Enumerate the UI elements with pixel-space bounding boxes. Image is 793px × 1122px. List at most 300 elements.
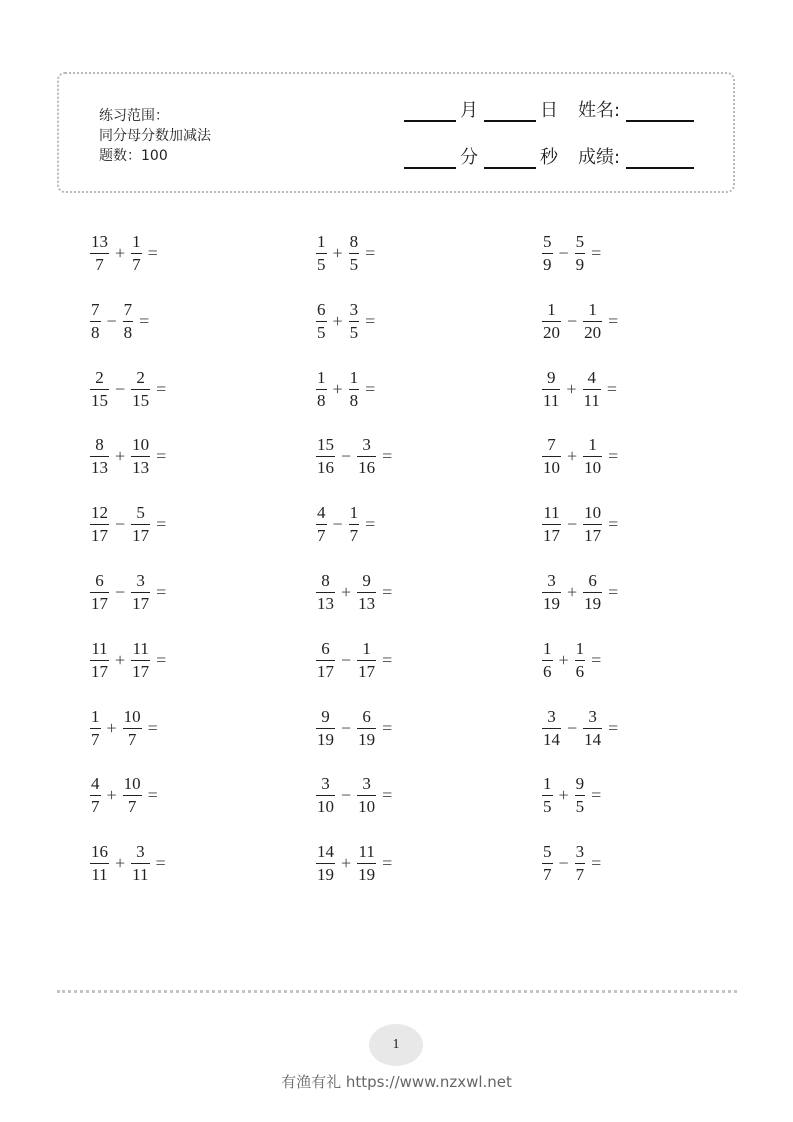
fraction-bar — [542, 660, 553, 661]
equals-sign: = — [382, 785, 393, 805]
equals-sign: = — [608, 311, 619, 331]
numerator: 7 — [123, 300, 133, 319]
equals-sign: = — [147, 785, 158, 805]
operator: + — [558, 650, 569, 670]
fraction-bar — [542, 592, 561, 593]
denominator: 5 — [317, 323, 326, 342]
equals-sign: = — [365, 243, 376, 263]
denominator: 5 — [543, 797, 552, 816]
fraction-bar — [90, 389, 109, 390]
denominator: 19 — [358, 865, 376, 884]
operator: − — [558, 243, 569, 263]
numerator: 7 — [91, 300, 100, 319]
denominator: 13 — [317, 594, 334, 613]
fraction-a — [314, 842, 337, 885]
equals-sign: = — [608, 446, 619, 466]
denominator: 19 — [317, 730, 334, 749]
equals-sign: = — [382, 853, 393, 873]
numerator: 3 — [588, 707, 597, 726]
problem-item — [314, 435, 392, 478]
equals-sign: = — [365, 514, 376, 534]
fraction-a — [314, 435, 337, 478]
fraction-a — [88, 639, 111, 682]
fraction-bar — [123, 321, 134, 322]
fraction-b — [129, 639, 152, 682]
fraction-bar — [357, 863, 376, 864]
denominator: 11 — [132, 865, 149, 884]
fraction-bar — [357, 795, 376, 796]
numerator: 10 — [123, 774, 141, 793]
fraction-bar — [123, 728, 142, 729]
denominator: 7 — [95, 255, 104, 274]
equals-sign: = — [608, 718, 619, 738]
fraction-b — [573, 639, 588, 682]
denominator: 13 — [358, 594, 376, 613]
equals-sign: = — [156, 446, 167, 466]
numerator: 1 — [547, 300, 556, 319]
equals-sign: = — [156, 379, 167, 399]
fraction-bar — [542, 863, 553, 864]
fraction-a — [540, 232, 555, 275]
problem-count: 题数：100 — [99, 148, 168, 164]
numerator: 1 — [317, 368, 326, 387]
fraction-bar — [349, 321, 360, 322]
numerator: 1 — [91, 707, 100, 726]
fraction-b — [129, 571, 152, 614]
operator: − — [567, 311, 578, 331]
fraction-b — [355, 571, 378, 614]
fraction-a — [88, 774, 103, 817]
day-blank[interactable] — [484, 102, 536, 122]
numerator: 3 — [547, 571, 556, 590]
numerator: 4 — [91, 774, 100, 793]
problem-item — [314, 639, 392, 682]
equals-sign: = — [155, 853, 166, 873]
numerator: 1 — [349, 368, 359, 387]
numerator: 8 — [95, 435, 104, 454]
fraction-a — [88, 435, 111, 478]
topic-title: 同分母分数加减法 — [99, 128, 211, 144]
fraction-bar — [575, 795, 586, 796]
fraction-bar — [542, 524, 561, 525]
fraction-b — [129, 232, 144, 275]
denominator: 10 — [584, 458, 602, 477]
numerator: 1 — [588, 300, 597, 319]
worksheet-header — [57, 72, 735, 193]
fraction-b — [129, 503, 152, 546]
denominator: 8 — [91, 323, 100, 342]
denominator: 16 — [317, 458, 334, 477]
fraction-a — [314, 707, 337, 750]
problem-item — [314, 368, 375, 411]
problem-item — [540, 368, 617, 411]
numerator: 1 — [317, 232, 326, 251]
fraction-bar — [90, 524, 109, 525]
fraction-bar — [316, 795, 335, 796]
numerator: 1 — [588, 435, 597, 454]
fraction-bar — [575, 863, 586, 864]
numerator: 3 — [349, 300, 359, 319]
equals-sign: = — [382, 582, 393, 602]
operator: − — [115, 582, 126, 602]
numerator: 1 — [575, 639, 585, 658]
fraction-bar — [131, 592, 150, 593]
denominator: 11 — [91, 865, 108, 884]
numerator: 6 — [317, 300, 326, 319]
numerator: 6 — [588, 571, 597, 590]
fraction-a — [540, 503, 563, 546]
fraction-b — [581, 707, 604, 750]
fraction-bar — [131, 253, 142, 254]
fraction-bar — [316, 321, 327, 322]
fraction-b — [121, 707, 144, 750]
range-label: 练习范围： — [99, 108, 169, 124]
problem-row — [88, 571, 708, 623]
fraction-a — [314, 232, 329, 275]
fraction-bar — [131, 524, 150, 525]
name-label: 姓名: — [578, 100, 621, 121]
operator: + — [332, 379, 343, 399]
fraction-bar — [90, 660, 109, 661]
numerator: 9 — [321, 707, 330, 726]
problem-row — [88, 842, 708, 894]
fraction-b — [573, 232, 588, 275]
numerator: 1 — [132, 232, 141, 251]
denominator: 7 — [127, 730, 137, 749]
operator: + — [332, 243, 343, 263]
problem-item — [88, 842, 166, 885]
fraction-bar — [90, 456, 109, 457]
denominator: 5 — [349, 255, 359, 274]
problem-row — [88, 774, 708, 826]
second-blank[interactable] — [484, 149, 536, 169]
numerator: 9 — [575, 774, 585, 793]
problem-item — [540, 232, 601, 275]
denominator: 8 — [123, 323, 133, 342]
denominator: 7 — [543, 865, 552, 884]
equals-sign: = — [608, 582, 619, 602]
fraction-b — [581, 300, 604, 343]
site-footer: 有渔有礼 https://www.nzxwl.net — [281, 1073, 512, 1091]
operator: + — [106, 718, 117, 738]
fraction-a — [314, 503, 329, 546]
numerator: 9 — [362, 571, 371, 590]
fraction-bar — [349, 389, 360, 390]
denominator: 7 — [575, 865, 585, 884]
denominator: 7 — [317, 526, 326, 545]
denominator: 20 — [543, 323, 560, 342]
fraction-b — [581, 571, 604, 614]
operator: − — [567, 718, 578, 738]
fraction-a — [314, 300, 329, 343]
fraction-bar — [90, 321, 101, 322]
operator: − — [341, 446, 352, 466]
denominator: 17 — [91, 526, 108, 545]
fraction-bar — [131, 660, 150, 661]
equals-sign: = — [156, 582, 167, 602]
fraction-a — [540, 571, 563, 614]
denominator: 8 — [317, 391, 326, 410]
fraction-bar — [583, 321, 602, 322]
fraction-b — [573, 842, 588, 885]
fraction-bar — [316, 253, 327, 254]
problem-row — [88, 503, 708, 555]
operator: + — [115, 853, 126, 873]
problem-item — [88, 503, 166, 546]
fraction-bar — [316, 728, 335, 729]
score-blank[interactable] — [626, 149, 694, 169]
fraction-bar — [542, 795, 553, 796]
operator: + — [115, 446, 126, 466]
fraction-bar — [357, 456, 376, 457]
problem-item — [540, 435, 618, 478]
problem-row — [88, 368, 708, 420]
denominator: 6 — [543, 662, 552, 681]
denominator: 17 — [132, 662, 150, 681]
fraction-b — [347, 503, 362, 546]
problem-item — [88, 639, 166, 682]
denominator: 11 — [583, 391, 600, 410]
denominator: 9 — [543, 255, 552, 274]
date-name-row — [404, 100, 698, 122]
problem-item — [314, 842, 392, 885]
fraction-bar — [316, 592, 335, 593]
month-label: 月 — [460, 100, 478, 121]
problem-item — [88, 571, 166, 614]
numerator: 3 — [362, 435, 371, 454]
denominator: 6 — [575, 662, 585, 681]
equals-sign: = — [139, 311, 150, 331]
problem-item — [88, 300, 149, 343]
numerator: 1 — [543, 639, 552, 658]
minute-label: 分 — [460, 147, 478, 168]
fraction-bar — [131, 389, 150, 390]
operator: + — [566, 379, 577, 399]
problem-item — [540, 774, 601, 817]
denominator: 5 — [349, 323, 359, 342]
score-label: 成绩: — [578, 147, 621, 168]
numerator: 6 — [321, 639, 330, 658]
problem-item — [88, 435, 166, 478]
denominator: 17 — [132, 594, 150, 613]
denominator: 17 — [358, 662, 376, 681]
numerator: 14 — [317, 842, 334, 861]
problem-item — [88, 232, 158, 275]
fraction-a — [540, 774, 555, 817]
numerator: 11 — [358, 842, 375, 861]
day-label: 日 — [540, 100, 558, 121]
numerator: 1 — [349, 503, 359, 522]
fraction-bar — [542, 728, 561, 729]
numerator: 5 — [543, 842, 552, 861]
denominator: 17 — [584, 526, 602, 545]
problem-row — [88, 435, 708, 487]
fraction-b — [129, 842, 151, 885]
denominator: 10 — [317, 797, 334, 816]
problem-item — [314, 707, 392, 750]
fraction-b — [581, 503, 604, 546]
equals-sign: = — [591, 243, 602, 263]
denominator: 16 — [358, 458, 376, 477]
denominator: 17 — [317, 662, 334, 681]
numerator: 10 — [584, 503, 602, 522]
problem-item — [314, 774, 392, 817]
fraction-a — [540, 842, 555, 885]
operator: + — [115, 650, 126, 670]
fraction-bar — [316, 863, 335, 864]
numerator: 2 — [95, 368, 104, 387]
denominator: 20 — [584, 323, 602, 342]
fraction-bar — [90, 253, 109, 254]
fraction-bar — [90, 592, 109, 593]
problem-item — [314, 503, 375, 546]
denominator: 7 — [349, 526, 359, 545]
problem-item — [540, 842, 601, 885]
denominator: 7 — [91, 730, 100, 749]
denominator: 5 — [575, 797, 585, 816]
denominator: 14 — [584, 730, 602, 749]
fraction-bar — [357, 592, 376, 593]
fraction-a — [540, 435, 563, 478]
denominator: 15 — [91, 391, 108, 410]
fraction-bar — [131, 456, 150, 457]
numerator: 5 — [575, 232, 585, 251]
fraction-bar — [542, 253, 553, 254]
fraction-bar — [583, 456, 602, 457]
equals-sign: = — [147, 243, 158, 263]
fraction-bar — [575, 253, 586, 254]
fraction-bar — [583, 524, 602, 525]
fraction-bar — [316, 389, 327, 390]
operator: + — [558, 785, 569, 805]
problem-item — [314, 300, 375, 343]
operator: − — [106, 311, 117, 331]
fraction-bar — [316, 660, 335, 661]
numerator: 10 — [123, 707, 141, 726]
numerator: 9 — [546, 368, 556, 387]
denominator: 17 — [91, 662, 108, 681]
problem-row — [88, 707, 708, 759]
numerator: 1 — [543, 774, 552, 793]
fraction-b — [347, 300, 362, 343]
fraction-bar — [90, 728, 101, 729]
fraction-b — [121, 300, 136, 343]
problem-item — [88, 368, 166, 411]
name-blank[interactable] — [626, 102, 694, 122]
numerator: 11 — [543, 503, 560, 522]
operator: − — [341, 785, 352, 805]
numerator: 6 — [362, 707, 371, 726]
operator: − — [558, 853, 569, 873]
fraction-b — [347, 368, 362, 411]
operator: − — [341, 718, 352, 738]
fraction-b — [347, 232, 362, 275]
footer-divider — [57, 990, 737, 993]
operator: + — [332, 311, 343, 331]
fraction-b — [355, 639, 378, 682]
equals-sign: = — [591, 785, 602, 805]
denominator: 17 — [91, 594, 108, 613]
fraction-bar — [316, 456, 335, 457]
problem-item — [540, 571, 618, 614]
fraction-b — [573, 774, 588, 817]
fraction-b — [355, 842, 378, 885]
equals-sign: = — [606, 379, 618, 399]
fraction-b — [581, 368, 603, 411]
fraction-a — [314, 774, 337, 817]
problem-row — [88, 300, 708, 352]
denominator: 17 — [543, 526, 560, 545]
numerator: 4 — [317, 503, 326, 522]
time-score-row — [404, 147, 698, 169]
second-label: 秒 — [540, 147, 558, 168]
problem-item — [540, 300, 618, 343]
numerator: 3 — [575, 842, 585, 861]
equals-sign: = — [365, 311, 376, 331]
operator: + — [341, 582, 352, 602]
equals-sign: = — [591, 853, 602, 873]
numerator: 12 — [91, 503, 108, 522]
fraction-b — [355, 435, 378, 478]
worksheet-info — [99, 106, 211, 166]
fraction-bar — [542, 456, 561, 457]
numerator: 10 — [132, 435, 150, 454]
numerator: 16 — [91, 842, 108, 861]
denominator: 7 — [132, 255, 141, 274]
fraction-bar — [575, 660, 586, 661]
month-blank[interactable] — [404, 102, 456, 122]
fraction-bar — [542, 321, 561, 322]
fraction-bar — [583, 389, 601, 390]
denominator: 19 — [317, 865, 334, 884]
fraction-a — [540, 300, 563, 343]
operator: − — [332, 514, 343, 534]
fraction-b — [355, 707, 378, 750]
numerator: 15 — [317, 435, 334, 454]
denominator: 19 — [358, 730, 376, 749]
numerator: 13 — [91, 232, 108, 251]
denominator: 17 — [132, 526, 150, 545]
problem-row — [88, 232, 708, 284]
fraction-bar — [349, 253, 360, 254]
fraction-a — [88, 842, 111, 885]
equals-sign: = — [156, 514, 167, 534]
equals-sign: = — [156, 650, 167, 670]
fraction-a — [88, 300, 103, 343]
denominator: 19 — [584, 594, 602, 613]
numerator: 11 — [91, 639, 108, 658]
fraction-a — [540, 707, 563, 750]
fraction-a — [88, 707, 103, 750]
fraction-a — [88, 571, 111, 614]
numerator: 3 — [362, 774, 371, 793]
numerator: 2 — [136, 368, 145, 387]
fraction-a — [314, 571, 337, 614]
denominator: 14 — [543, 730, 560, 749]
denominator: 13 — [91, 458, 108, 477]
numerator: 5 — [136, 503, 145, 522]
fraction-a — [88, 232, 111, 275]
operator: − — [341, 650, 352, 670]
fraction-bar — [90, 863, 109, 864]
fraction-a — [88, 368, 111, 411]
fraction-bar — [90, 795, 101, 796]
operator: + — [567, 582, 578, 602]
minute-blank[interactable] — [404, 149, 456, 169]
problem-item — [88, 707, 158, 750]
operator: − — [115, 514, 126, 534]
fraction-a — [88, 503, 111, 546]
